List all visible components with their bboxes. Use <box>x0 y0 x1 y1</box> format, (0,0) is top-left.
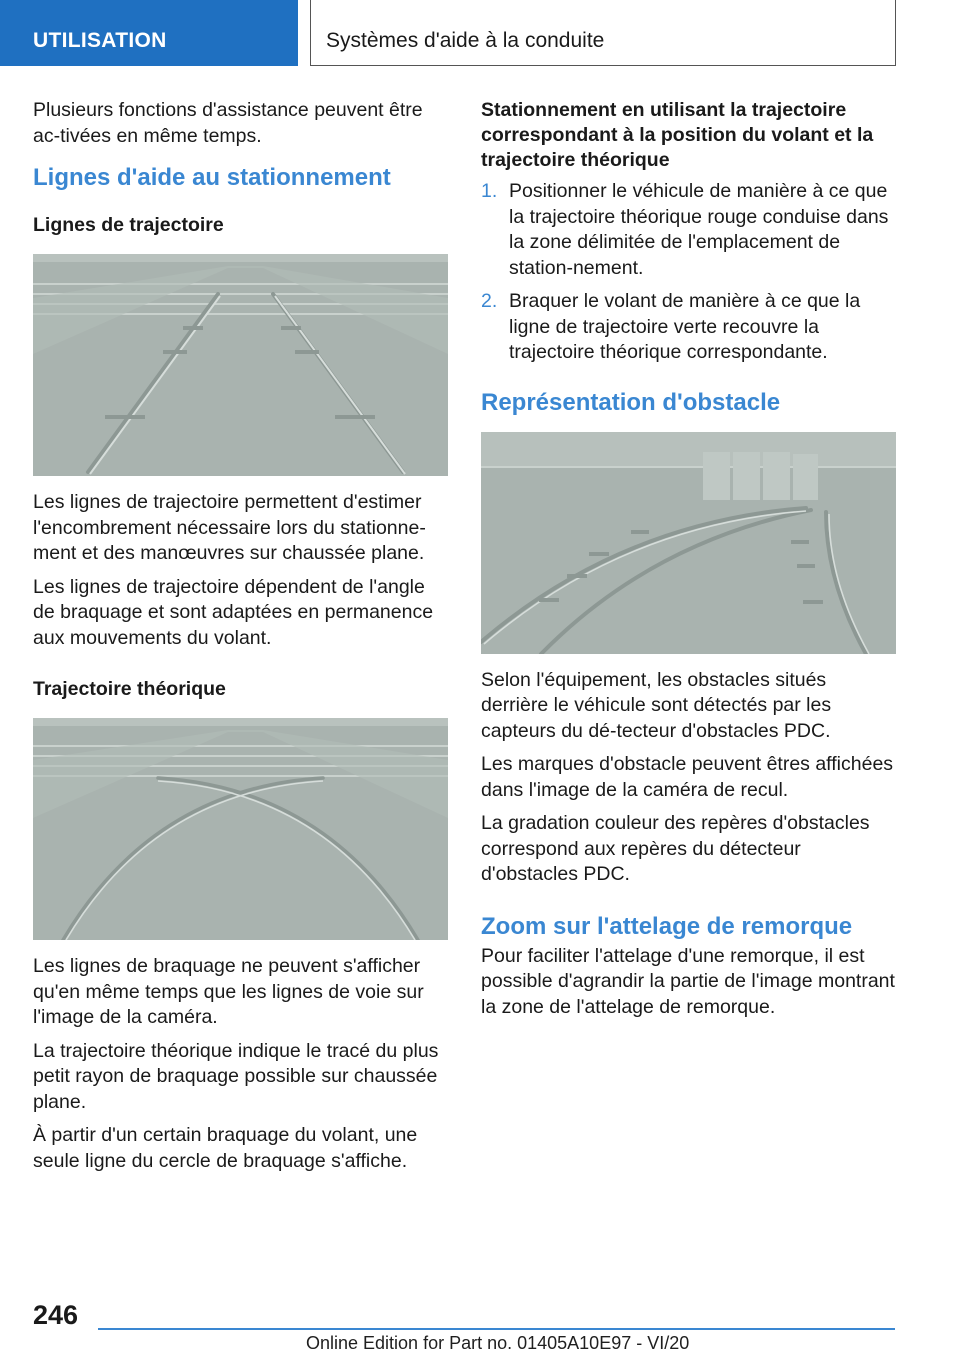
subheading-parking-procedure: Stationnement en utilisant la trajectoire correspondant à la position du volant et la trajectoire théorique <box>481 99 874 171</box>
chapter-header <box>310 0 896 66</box>
step-2 <box>481 289 896 366</box>
paragraph-obstacle-2: Les marques d'obstacle peuvent êtres affichées dans l'image de la caméra de recul. <box>481 753 894 801</box>
paragraph-trailer-zoom: Pour faciliter l'attelage d'une remorque, il est possible d'agrandir la partie de l'image montrant la zone de l'attelage de remorque. <box>481 944 895 1018</box>
heading-parking-lines: Lignes d'aide au stationnement <box>33 164 391 191</box>
paragraph-theoretical-2: La trajectoire théorique indique le tracé du plus petit rayon de braquage possible sur chaussée plane. <box>33 1039 439 1113</box>
step-number: 2. <box>481 290 498 312</box>
paragraph-theoretical-3: À partir d'un certain braquage du volant, une seule ligne du cercle de braquage s'affiche. <box>33 1124 418 1172</box>
step-text: Braquer le volant de manière à ce que la ligne de trajectoire verte recouvre la trajectoire théorique correspondante. <box>509 290 861 363</box>
section-tab <box>0 0 298 66</box>
paragraph-obstacle-3: La gradation couleur des repères d'obstacles correspond aux repères du détecteur d'obstacles PDC. <box>481 812 870 885</box>
section-label: UTILISATION <box>33 29 167 52</box>
right-column <box>481 98 896 1028</box>
paragraph-theoretical-1: Les lignes de braquage ne peuvent s'afficher qu'en même temps que les lignes de voie sur l'image de la caméra. <box>33 955 424 1028</box>
trajectory-lines-figure <box>33 254 448 476</box>
paragraph-trajectory-1: Les lignes de trajectoire permettent d'estimer l'encombrement nécessaire lors du stationne-ment et des manœuvres sur chaussée plane. <box>33 491 426 564</box>
obstacle-display-figure <box>481 432 896 654</box>
paragraph-trajectory-2: Les lignes de trajectoire dépendent de l'angle de braquage et sont adaptées en permanence aux mouvements du volant. <box>33 575 434 649</box>
footer-edition: Online Edition for Part no. 01405A10E97 - VI/20 <box>306 1333 690 1353</box>
intro-paragraph: Plusieurs fonctions d'assistance peuvent être ac-tivées en même temps. <box>33 99 423 147</box>
subheading-theoretical-trajectory: Trajectoire théorique <box>33 678 226 700</box>
paragraph-obstacle-1: Selon l'équipement, les obstacles situés derrière le véhicule sont détectés par les capteurs du dé-tecteur d'obstacles PDC. <box>481 668 832 742</box>
heading-trailer-zoom: Zoom sur l'attelage de remorque <box>481 912 853 940</box>
theoretical-trajectory-figure <box>33 718 448 940</box>
parking-steps <box>481 179 896 366</box>
left-column <box>33 98 448 1182</box>
chapter-label: Systèmes d'aide à la conduite <box>326 29 605 52</box>
step-text: Positionner le véhicule de manière à ce que la trajectoire théorique rouge conduise dans la zone délimitée de l'emplacement de station-nement. <box>509 180 889 279</box>
step-number: 1. <box>481 180 498 202</box>
heading-obstacle-display: Représentation d'obstacle <box>481 388 781 416</box>
step-1 <box>481 179 896 281</box>
footer-divider <box>98 1328 895 1330</box>
page-number: 246 <box>33 1300 79 1330</box>
subheading-trajectory-lines: Lignes de trajectoire <box>33 214 224 236</box>
